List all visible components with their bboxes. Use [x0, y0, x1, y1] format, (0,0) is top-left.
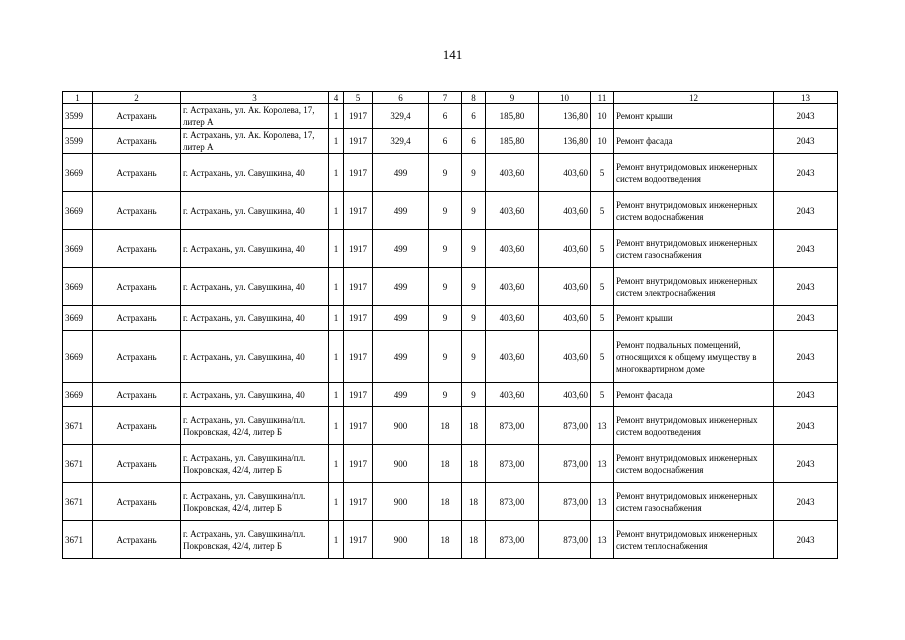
- city-cell: Астрахань: [93, 331, 181, 383]
- city-cell: Астрахань: [93, 445, 181, 483]
- cell: 873,00: [486, 407, 539, 445]
- cell: 1: [329, 154, 344, 192]
- row-id: 3599: [63, 104, 93, 129]
- cell: 5: [591, 331, 614, 383]
- repair-schedule-table: [62, 91, 838, 559]
- cell: 5: [591, 383, 614, 407]
- cell: 9: [429, 383, 462, 407]
- column-header: 2: [93, 92, 181, 104]
- cell: 5: [591, 192, 614, 230]
- address-cell: г. Астрахань, ул. Савушкина, 40: [181, 192, 329, 230]
- work-description: Ремонт крыши: [614, 104, 774, 129]
- city-cell: Астрахань: [93, 268, 181, 306]
- cell: 1: [329, 483, 344, 521]
- cell: 873,00: [486, 483, 539, 521]
- address-cell: г. Астрахань, ул. Савушкина/пл. Покровская, 42/4, литер Б: [181, 407, 329, 445]
- area-cell: 900: [373, 483, 429, 521]
- cell: 13: [591, 407, 614, 445]
- area-cell: 499: [373, 154, 429, 192]
- column-header: 6: [373, 92, 429, 104]
- cell: 403,60: [486, 306, 539, 331]
- cell: 18: [429, 521, 462, 559]
- work-description: Ремонт внутридомовых инженерных систем водоотведения: [614, 407, 774, 445]
- table-row: [63, 483, 838, 521]
- plan-year: 2043: [774, 521, 838, 559]
- row-id: 3671: [63, 407, 93, 445]
- year-cell: 1917: [344, 268, 373, 306]
- cell: 9: [462, 306, 486, 331]
- cell: 403,60: [486, 230, 539, 268]
- cell: 13: [591, 445, 614, 483]
- table-row: [63, 331, 838, 383]
- column-header: 11: [591, 92, 614, 104]
- cell: 5: [591, 154, 614, 192]
- cell: 13: [591, 483, 614, 521]
- work-description: Ремонт внутридомовых инженерных систем водоснабжения: [614, 445, 774, 483]
- cell: 403,60: [486, 192, 539, 230]
- area-cell: 499: [373, 268, 429, 306]
- cell: 136,80: [539, 129, 591, 154]
- year-cell: 1917: [344, 154, 373, 192]
- cell: 403,60: [539, 383, 591, 407]
- cell: 6: [429, 104, 462, 129]
- city-cell: Астрахань: [93, 306, 181, 331]
- table-row: [63, 104, 838, 129]
- cell: 6: [462, 129, 486, 154]
- cell: 5: [591, 268, 614, 306]
- year-cell: 1917: [344, 129, 373, 154]
- cell: 9: [429, 268, 462, 306]
- address-cell: г. Астрахань, ул. Савушкина/пл. Покровская, 42/4, литер Б: [181, 483, 329, 521]
- table-row: [63, 445, 838, 483]
- work-description: Ремонт внутридомовых инженерных систем водоотведения: [614, 154, 774, 192]
- year-cell: 1917: [344, 407, 373, 445]
- area-cell: 900: [373, 407, 429, 445]
- cell: 6: [462, 104, 486, 129]
- cell: 403,60: [539, 306, 591, 331]
- year-cell: 1917: [344, 483, 373, 521]
- year-cell: 1917: [344, 383, 373, 407]
- city-cell: Астрахань: [93, 483, 181, 521]
- row-id: 3669: [63, 331, 93, 383]
- address-cell: г. Астрахань, ул. Савушкина, 40: [181, 268, 329, 306]
- cell: 18: [462, 483, 486, 521]
- city-cell: Астрахань: [93, 129, 181, 154]
- area-cell: 499: [373, 306, 429, 331]
- row-id: 3671: [63, 445, 93, 483]
- cell: 403,60: [486, 154, 539, 192]
- table-row: [63, 192, 838, 230]
- city-cell: Астрахань: [93, 407, 181, 445]
- area-cell: 900: [373, 521, 429, 559]
- cell: 1: [329, 407, 344, 445]
- cell: 6: [429, 129, 462, 154]
- plan-year: 2043: [774, 192, 838, 230]
- address-cell: г. Астрахань, ул. Савушкина/пл. Покровская, 42/4, литер Б: [181, 521, 329, 559]
- cell: 873,00: [539, 445, 591, 483]
- work-description: Ремонт фасада: [614, 383, 774, 407]
- column-header: 9: [486, 92, 539, 104]
- address-cell: г. Астрахань, ул. Савушкина, 40: [181, 331, 329, 383]
- column-header: 10: [539, 92, 591, 104]
- table-body: [63, 104, 838, 559]
- cell: 9: [429, 154, 462, 192]
- cell: 873,00: [539, 483, 591, 521]
- cell: 18: [462, 521, 486, 559]
- cell: 5: [591, 230, 614, 268]
- cell: 9: [462, 230, 486, 268]
- area-cell: 499: [373, 230, 429, 268]
- plan-year: 2043: [774, 407, 838, 445]
- cell: 403,60: [486, 268, 539, 306]
- year-cell: 1917: [344, 230, 373, 268]
- row-id: 3669: [63, 154, 93, 192]
- row-id: 3669: [63, 192, 93, 230]
- table-row: [63, 129, 838, 154]
- plan-year: 2043: [774, 445, 838, 483]
- cell: 1: [329, 306, 344, 331]
- plan-year: 2043: [774, 268, 838, 306]
- cell: 13: [591, 521, 614, 559]
- city-cell: Астрахань: [93, 192, 181, 230]
- cell: 1: [329, 230, 344, 268]
- cell: 10: [591, 104, 614, 129]
- cell: 9: [462, 192, 486, 230]
- column-number-row: [63, 92, 838, 104]
- plan-year: 2043: [774, 331, 838, 383]
- city-cell: Астрахань: [93, 383, 181, 407]
- table-row: [63, 407, 838, 445]
- cell: 403,60: [539, 331, 591, 383]
- column-header: 4: [329, 92, 344, 104]
- cell: 9: [429, 192, 462, 230]
- work-description: Ремонт подвальных помещений, относящихся к общему имуществу в многоквартирном доме: [614, 331, 774, 383]
- column-header: 12: [614, 92, 774, 104]
- work-description: Ремонт крыши: [614, 306, 774, 331]
- column-header: 8: [462, 92, 486, 104]
- cell: 403,60: [486, 331, 539, 383]
- cell: 1: [329, 445, 344, 483]
- table-row: [63, 268, 838, 306]
- table-row: [63, 306, 838, 331]
- city-cell: Астрахань: [93, 521, 181, 559]
- column-header: 13: [774, 92, 838, 104]
- table-row: [63, 230, 838, 268]
- cell: 1: [329, 129, 344, 154]
- cell: 185,80: [486, 129, 539, 154]
- cell: 873,00: [539, 521, 591, 559]
- area-cell: 329,4: [373, 129, 429, 154]
- year-cell: 1917: [344, 104, 373, 129]
- year-cell: 1917: [344, 192, 373, 230]
- cell: 873,00: [486, 521, 539, 559]
- cell: 403,60: [539, 192, 591, 230]
- cell: 873,00: [539, 407, 591, 445]
- year-cell: 1917: [344, 521, 373, 559]
- address-cell: г. Астрахань, ул. Савушкина, 40: [181, 154, 329, 192]
- row-id: 3669: [63, 383, 93, 407]
- plan-year: 2043: [774, 230, 838, 268]
- table-row: [63, 383, 838, 407]
- area-cell: 499: [373, 383, 429, 407]
- work-description: Ремонт внутридомовых инженерных систем газоснабжения: [614, 230, 774, 268]
- page-number: 141: [442, 47, 463, 62]
- work-description: Ремонт внутридомовых инженерных систем газоснабжения: [614, 483, 774, 521]
- address-cell: г. Астрахань, ул. Ак. Королева, 17, литер А: [181, 129, 329, 154]
- column-header: 5: [344, 92, 373, 104]
- address-cell: г. Астрахань, ул. Савушкина, 40: [181, 383, 329, 407]
- work-description: Ремонт внутридомовых инженерных систем водоснабжения: [614, 192, 774, 230]
- year-cell: 1917: [344, 331, 373, 383]
- cell: 9: [429, 331, 462, 383]
- table-row: [63, 521, 838, 559]
- plan-year: 2043: [774, 306, 838, 331]
- row-id: 3671: [63, 483, 93, 521]
- work-description: Ремонт внутридомовых инженерных систем теплоснабжения: [614, 521, 774, 559]
- cell: 1: [329, 521, 344, 559]
- cell: 185,80: [486, 104, 539, 129]
- cell: 9: [429, 230, 462, 268]
- plan-year: 2043: [774, 154, 838, 192]
- cell: 136,80: [539, 104, 591, 129]
- cell: 403,60: [539, 230, 591, 268]
- cell: 1: [329, 268, 344, 306]
- city-cell: Астрахань: [93, 154, 181, 192]
- plan-year: 2043: [774, 129, 838, 154]
- address-cell: г. Астрахань, ул. Савушкина, 40: [181, 230, 329, 268]
- row-id: 3671: [63, 521, 93, 559]
- row-id: 3669: [63, 268, 93, 306]
- address-cell: г. Астрахань, ул. Ак. Королева, 17, литер А: [181, 104, 329, 129]
- cell: 18: [429, 445, 462, 483]
- cell: 9: [462, 331, 486, 383]
- work-description: Ремонт фасада: [614, 129, 774, 154]
- work-description: Ремонт внутридомовых инженерных систем электроснабжения: [614, 268, 774, 306]
- cell: 10: [591, 129, 614, 154]
- cell: 18: [429, 483, 462, 521]
- plan-year: 2043: [774, 383, 838, 407]
- cell: 403,60: [539, 154, 591, 192]
- cell: 873,00: [486, 445, 539, 483]
- column-header: 1: [63, 92, 93, 104]
- area-cell: 329,4: [373, 104, 429, 129]
- cell: 1: [329, 192, 344, 230]
- cell: 9: [429, 306, 462, 331]
- cell: 18: [462, 445, 486, 483]
- plan-year: 2043: [774, 104, 838, 129]
- city-cell: Астрахань: [93, 230, 181, 268]
- cell: 9: [462, 268, 486, 306]
- cell: 18: [429, 407, 462, 445]
- table-row: [63, 154, 838, 192]
- row-id: 3669: [63, 230, 93, 268]
- column-header: 3: [181, 92, 329, 104]
- cell: 403,60: [539, 268, 591, 306]
- area-cell: 499: [373, 192, 429, 230]
- cell: 5: [591, 306, 614, 331]
- cell: 1: [329, 331, 344, 383]
- cell: 1: [329, 104, 344, 129]
- cell: 18: [462, 407, 486, 445]
- area-cell: 900: [373, 445, 429, 483]
- cell: 403,60: [486, 383, 539, 407]
- row-id: 3669: [63, 306, 93, 331]
- column-header: 7: [429, 92, 462, 104]
- cell: 9: [462, 383, 486, 407]
- cell: 1: [329, 383, 344, 407]
- address-cell: г. Астрахань, ул. Савушкина, 40: [181, 306, 329, 331]
- address-cell: г. Астрахань, ул. Савушкина/пл. Покровская, 42/4, литер Б: [181, 445, 329, 483]
- year-cell: 1917: [344, 306, 373, 331]
- plan-year: 2043: [774, 483, 838, 521]
- cell: 9: [462, 154, 486, 192]
- area-cell: 499: [373, 331, 429, 383]
- row-id: 3599: [63, 129, 93, 154]
- city-cell: Астрахань: [93, 104, 181, 129]
- year-cell: 1917: [344, 445, 373, 483]
